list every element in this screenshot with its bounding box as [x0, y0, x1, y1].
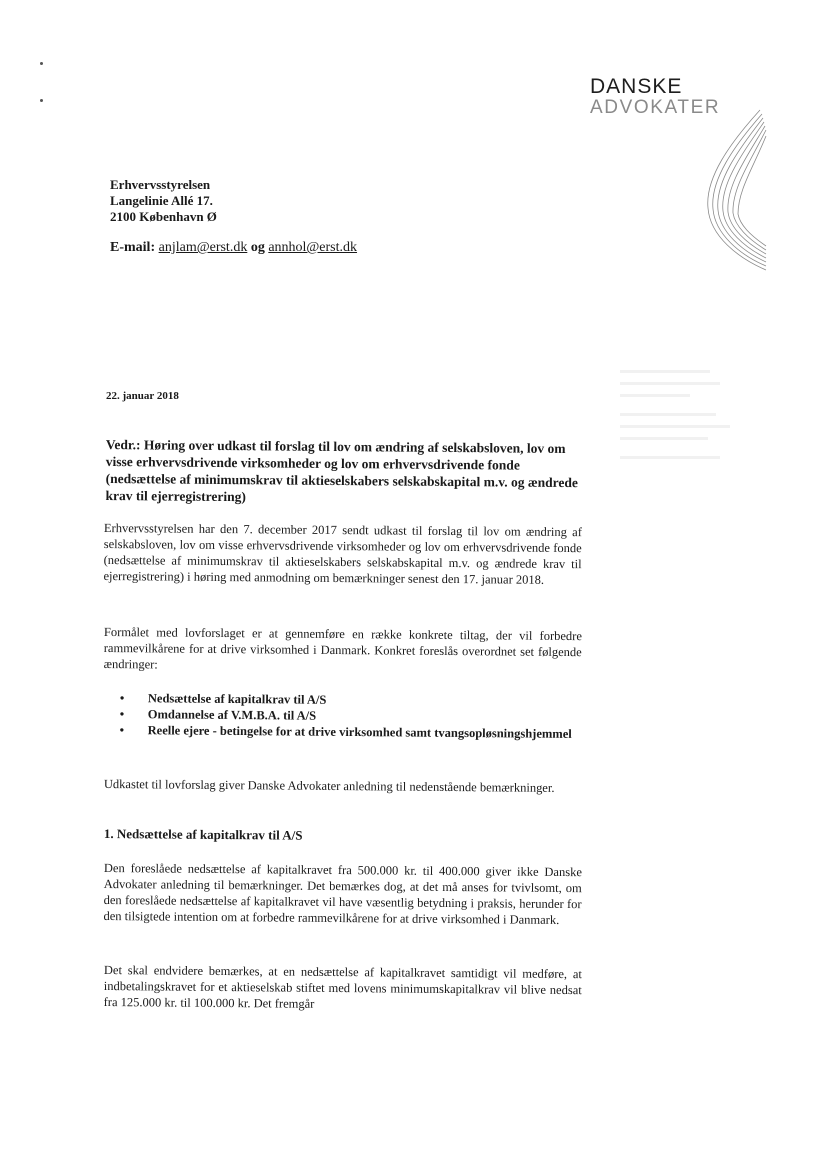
bullet-marker: • — [119, 690, 125, 706]
scan-speck — [40, 62, 43, 65]
bullet-marker: • — [119, 706, 125, 722]
email-link-2[interactable]: annhol@erst.dk — [268, 240, 358, 255]
list-item-text: Nedsættelse af kapitalkrav til A/S — [147, 691, 327, 707]
list-item — [120, 722, 580, 742]
subject-heading: Vedr.: Høring over udkast til forslag til lov om ændring af selskabsloven, lov om visse erhvervsdrivende virksomheder og lov om erhvervsdrivende fonde (nedsættelse af minimumskrav til aktieselskabers selskabskapital m.v. og ændrede krav til ejerregistrering) — [105, 436, 578, 505]
paragraph-occasion: Udkastet til lovforslag giver Danske Advokater anledning til nedenstående bemærkninger. — [103, 776, 555, 795]
paragraph-section1-a: Den foreslåede nedsættelse af kapitalkravet fra 500.000 kr. til 400.000 giver ikke Danske Advokater anledning til bemærkninger. Det bemærkes dog, at det må anses for tvivlsomt, om den foreslåede nedsættelse af kapitalkravet vil have væsentlig betydning i praksis, herunder for den tilsigtede intention om at forbedre rammevilkårene for at drive virksomhed i Danmark. — [103, 860, 582, 927]
change-list — [120, 690, 580, 742]
recipient-city: 2100 København Ø — [110, 209, 217, 224]
list-item-text: Omdannelse af V.M.B.A. til A/S — [147, 707, 317, 723]
letter-date: 22. januar 2018 — [106, 390, 179, 402]
section-heading: 1. Nedsættelse af kapitalkrav til A/S — [103, 826, 303, 843]
bullet-marker: • — [119, 722, 125, 738]
recipient-address — [110, 177, 217, 225]
paragraph-section1-b: Det skal endvidere bemærkes, at en nedsættelse af kapitalkravet samtidigt vil medføre, at indbetalingskravet for et aktieselskab stiftet med lovens minimumskapitalkrav vil blive nedsat fra 125.000 kr. til 100.000 kr. Det fremgår — [103, 962, 582, 1011]
logo-line-1: DANSKE — [590, 75, 683, 98]
logo-curves-graphic — [700, 108, 768, 273]
email-link-1[interactable]: anjlam@erst.dk — [158, 240, 248, 255]
email-label: E-mail: — [110, 240, 156, 255]
paragraph-purpose: Formålet med lovforslaget er at gennemføre en række konkrete tiltag, der vil forbedre rammevilkårene for at drive virksomhed i Danmark. Konkret foreslås overordnet set følgende ændringer: — [103, 624, 582, 672]
logo-line-2: ADVOKATER — [590, 97, 721, 118]
email-line — [110, 240, 357, 256]
list-item-text: Reelle ejere - betingelse for at drive virksomhed samt tvangsopløsningshjemmel — [147, 723, 572, 741]
faint-sidebar-smudge — [620, 370, 730, 468]
paragraph-intro: Erhvervsstyrelsen har den 7. december 2017 sendt udkast til forslag til lov om ændring af selskabsloven, lov om visse erhvervsdrivende virksomheder og lov om erhvervsdrivende fonde (nedsættelse af minimumskrav til aktieselskabers selskabskapital m.v. og ændrede krav til ejerregistrering) i høring med anmodning om bemærkninger senest den 17. januar 2018. — [103, 520, 582, 587]
recipient-street: Langelinie Allé 17. — [110, 193, 213, 208]
recipient-name: Erhvervsstyrelsen — [110, 177, 211, 192]
email-joiner: og — [250, 240, 265, 255]
scan-speck — [40, 99, 43, 102]
